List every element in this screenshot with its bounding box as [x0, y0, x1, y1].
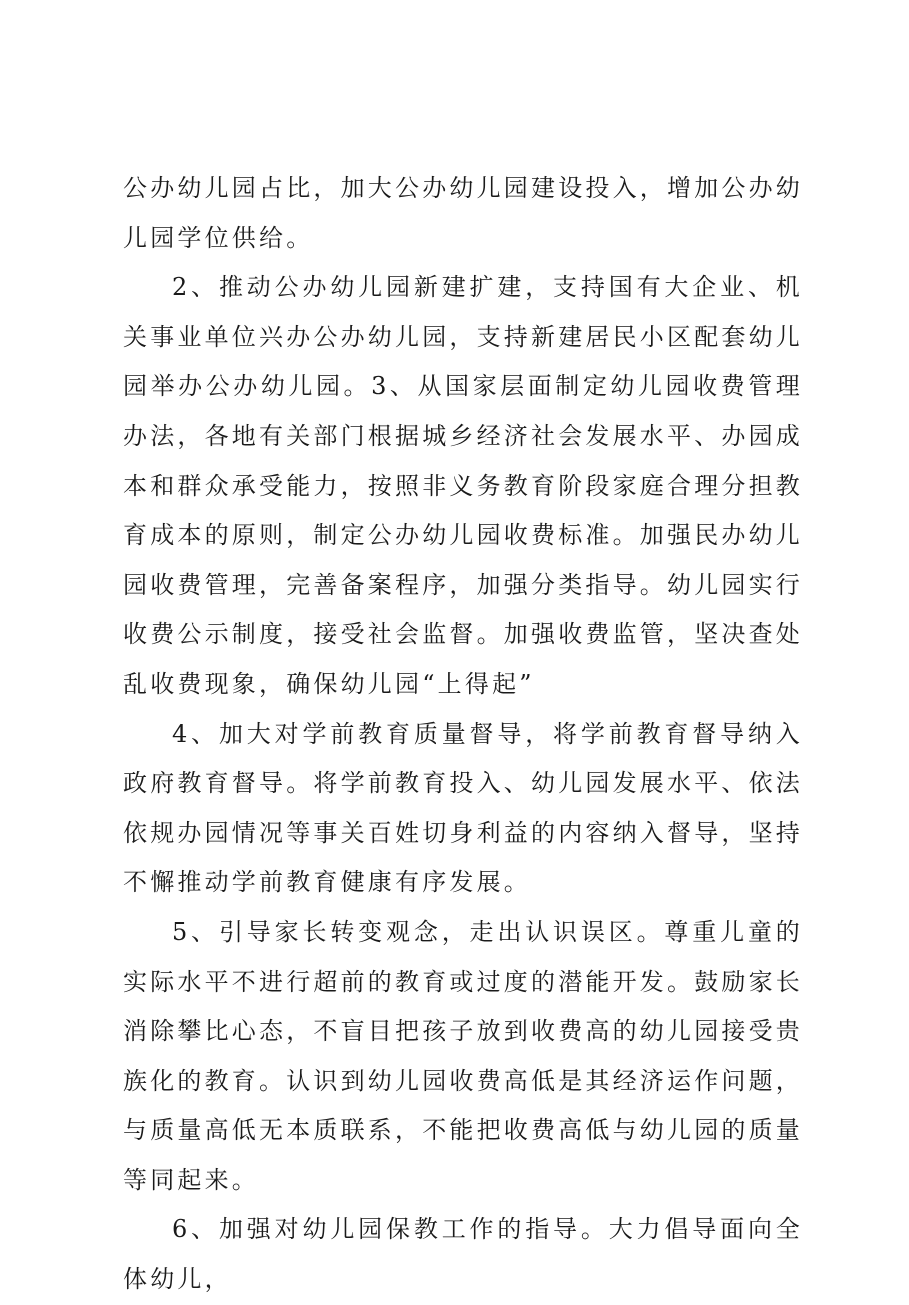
paragraph-item-4: 4、加大对学前教育质量督导，将学前教育督导纳入政府教育督导。将学前教育投入、幼儿园发展水平、依法依规办园情况等事关百姓切身利益的内容纳入督导，坚持不懈推动学前教育健康有序发展。: [123, 719, 803, 897]
document-body: [123, 164, 803, 1305]
paragraph-item-5: 5、引导家长转变观念，走出认识误区。尊重儿童的实际水平不进行超前的教育或过度的潜能开发。鼓励家长消除攀比心态，不盲目把孩子放到收费高的幼儿园接受贵族化的教育。认识到幼儿园收费高低是其经济运作问题，与质量高低无本质联系，不能把收费高低与幼儿园的质量等同起来。: [123, 917, 803, 1194]
paragraph-item-2-3: 2、推动公办幼儿园新建扩建，支持国有大企业、机关事业单位兴办公办幼儿园，支持新建居民小区配套幼儿园举办公办幼儿园。3、从国家层面制定幼儿园收费管理办法，各地有关部门根据城乡经济社会发展水平、办园成本和群众承受能力，按照非义务教育阶段家庭合理分担教育成本的原则，制定公办幼儿园收费标准。加强民办幼儿园收费管理，完善备案程序，加强分类指导。幼儿园实行收费公示制度，接受社会监督。加强收费监管，坚决查处乱收费现象，确保幼儿园“上得起”: [123, 273, 803, 698]
paragraph-continuation: 公办幼儿园占比，加大公办幼儿园建设投入，增加公办幼儿园学位供给。: [123, 174, 803, 252]
paragraph-item-6: 6、加强对幼儿园保教工作的指导。大力倡导面向全体幼儿，: [123, 1215, 803, 1294]
